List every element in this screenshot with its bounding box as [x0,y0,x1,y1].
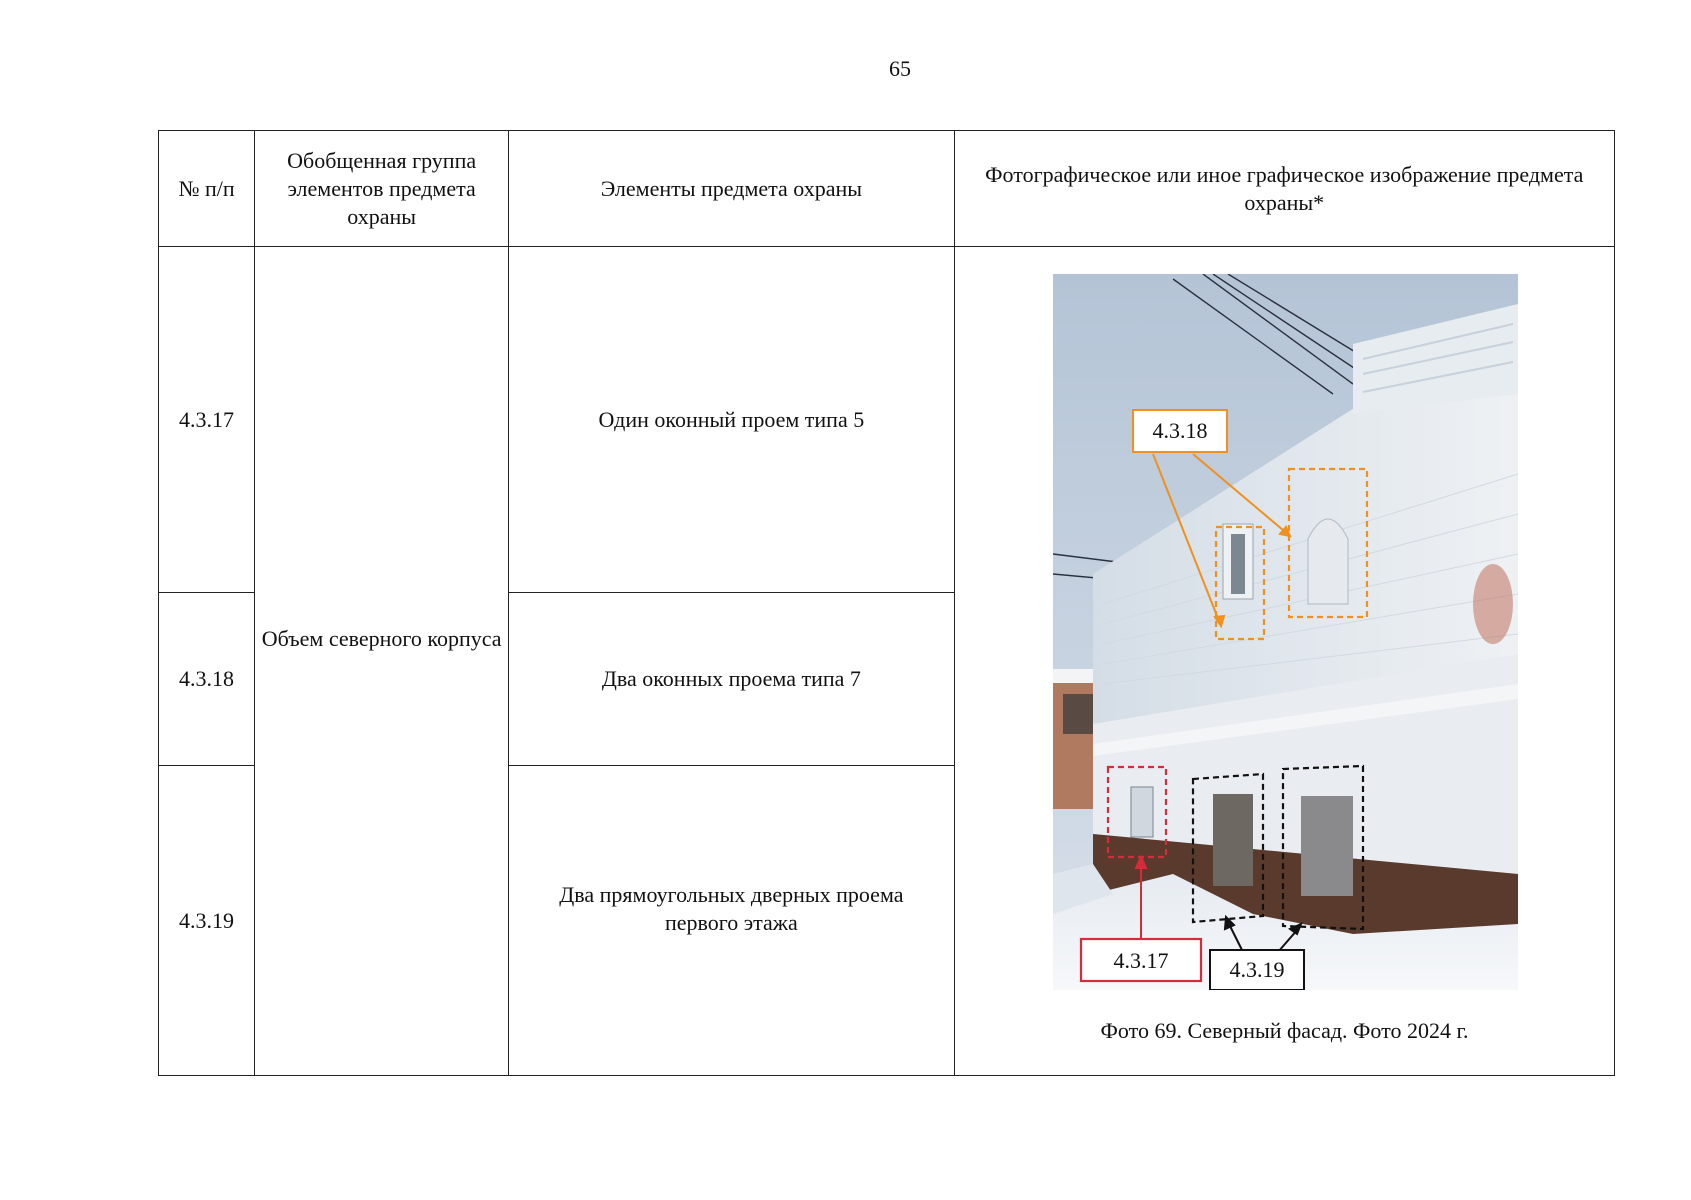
header-group: Обобщенная группа элементов предмета охраны [255,131,509,247]
protection-elements-table [158,130,1615,1076]
label-4-3-18: 4.3.18 [1152,418,1208,443]
label-4-3-19: 4.3.19 [1229,957,1285,982]
page-number: 65 [889,56,911,81]
table-header-row [159,131,1615,247]
row-element-text: Два прямоугольных дверных проема первого этажа [559,881,904,935]
label-4-3-17: 4.3.17 [1113,948,1169,973]
header-image: Фотографическое или иное графическое изображение предмета охраны* [954,131,1614,247]
header-number: № п/п [159,131,255,247]
group-label: Объем северного корпуса [261,626,502,651]
photo-cell [954,247,1614,1076]
row-number: 4.3.19 [159,766,255,1076]
row-element: Два оконных проема типа 7 [509,593,954,766]
table-row [159,247,1615,593]
group-cell [255,247,509,1076]
row-number: 4.3.18 [159,593,255,766]
row-element: Один оконный проем типа 5 [509,247,954,593]
facade-photo [1053,274,1518,990]
row-number: 4.3.17 [159,247,255,593]
row-element [509,766,954,1076]
header-elements: Элементы предмета охраны [509,131,954,247]
photo-caption: Фото 69. Северный фасад. Фото 2024 г. [1100,1018,1469,1043]
